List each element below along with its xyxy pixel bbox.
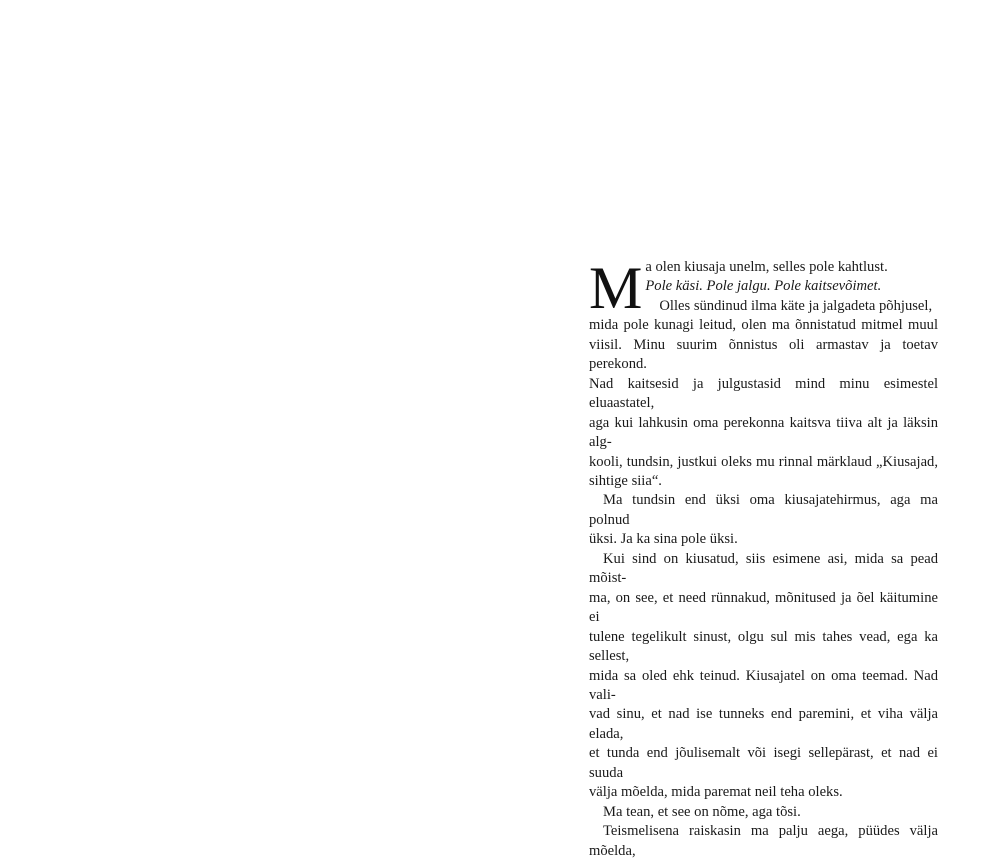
text-line: Kui sind on kiusatud, siis esimene asi, mida sa pead mõist- — [589, 550, 938, 587]
text-line: ma, on see, et need rünnakud, mõnitused ja õel käitumine ei — [589, 589, 938, 626]
text-line: aga kui lahkusin oma perekonna kaitsva tiiva alt ja läksin alg- — [589, 414, 938, 451]
text-line: vad sinu, et nad ise tunneks end paremini, et viha välja elada, — [589, 706, 938, 742]
text-line: a olen kiusaja unelm, selles pole kahtlust. — [645, 259, 888, 275]
text-line: Ma tean, et see on nõme, aga tõsi. — [603, 803, 801, 820]
text-line: Olles sündinud ilma käte ja jalgadeta põhjusel, — [659, 297, 933, 314]
text-line: kooli, tundsin, justkui oleks mu rinnal märklaud „Kiusajad, — [589, 453, 938, 470]
right-page — [500, 0, 999, 859]
text-line: Teismelisena raiskasin ma palju aega, püüdes välja mõelda, — [589, 823, 938, 859]
text-line: et tunda end jõulisemalt või isegi sellepärast, et nad ei suuda — [589, 745, 938, 781]
text-line: üksi. Ja ka sina pole üksi. — [589, 531, 738, 548]
left-page-blank — [0, 0, 499, 714]
text-line: välja mõelda, mida paremat neil teha oleks. — [589, 784, 843, 801]
text-line: sihtige siia“. — [589, 472, 662, 489]
text-line: Ma tundsin end üksi oma kiusajatehirmus, aga ma polnud — [589, 492, 938, 528]
text-line: mida pole kunagi leitud, olen ma õnnistatud mitmel muul — [589, 317, 938, 334]
text-line: viisil. Minu suurim õnnistus oli armastav ja toetav perekond. — [589, 336, 938, 373]
text-line: mida sa oled ehk teinud. Kiusajatel on oma teemad. Nad vali- — [589, 667, 938, 703]
chapter-text — [589, 255, 938, 861]
text-line: tulene tegelikult sinust, olgu sul mis tahes vead, ega ka sellest, — [589, 628, 938, 665]
text-line: Nad kaitsesid ja julgustasid mind minu esimestel eluaastatel, — [589, 375, 938, 412]
drop-cap: M — [589, 255, 643, 321]
text-line-italic: Pole käsi. Pole jalgu. Pole kaitsevõimet. — [645, 278, 882, 295]
